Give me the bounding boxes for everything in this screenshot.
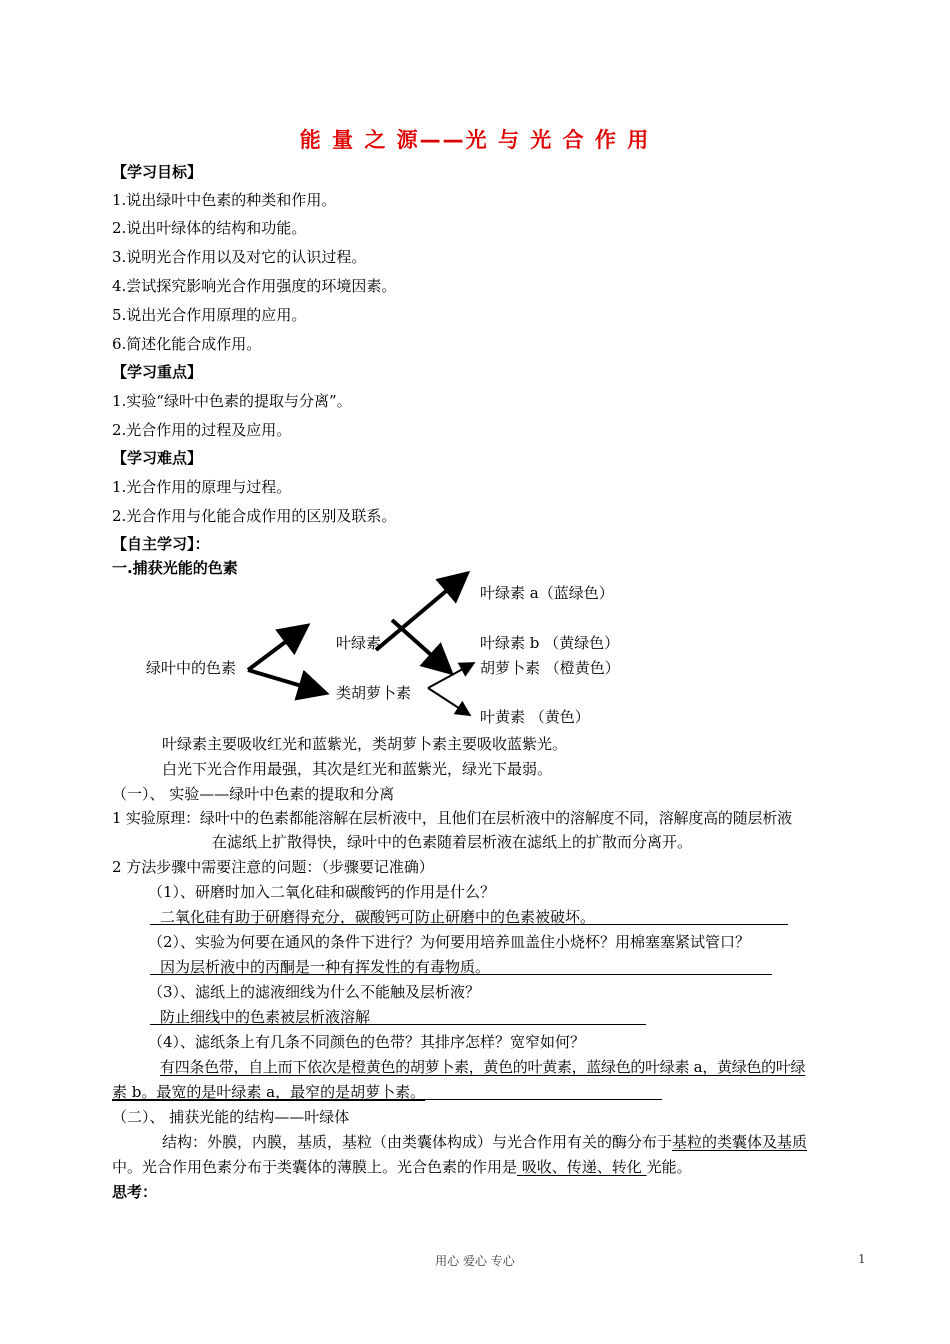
key-points-heading: 【学习重点】: [112, 363, 203, 381]
arrow-to-carotene: [428, 664, 472, 688]
arrow-to-chlorophyll-b: [392, 620, 448, 670]
answer-underline: [150, 924, 788, 925]
arrow-to-chlorophyll-a: [376, 576, 464, 650]
think-heading: 思考：: [112, 1183, 158, 1201]
label-chlorophyll-a: 叶绿素 a（蓝绿色）: [480, 584, 614, 602]
pigment-text: 中。光合作用色素分布于类囊体的薄膜上。光合色素的作用是: [112, 1158, 518, 1176]
key-point-item: 2.光合作用的过程及应用。: [112, 421, 292, 439]
answer-underline: [150, 1024, 646, 1025]
experiment-heading: （一）、 实验——绿叶中色素的提取和分离: [112, 785, 395, 803]
key-point-item: 1.实验“绿叶中色素的提取与分离”。: [112, 392, 352, 410]
answer-2: 因为层析液中的丙酮是一种有挥发性的有毒物质。: [160, 958, 491, 976]
structure-answer: 基粒的类囊体及基质: [672, 1133, 808, 1151]
steps-heading: 2 方法步骤中需要注意的问题：（步骤要记准确）: [112, 858, 434, 876]
objective-item: 6.简述化能合成作用。: [112, 335, 262, 353]
pigment-text-end: 光能。: [646, 1158, 692, 1176]
arrow-to-xanthophyll: [428, 688, 468, 714]
principle-text: 1 实验原理：绿叶中的色素都能溶解在层析液中，且他们在层析液中的溶解度不同，溶解度高的随层析液: [112, 809, 792, 827]
answer-4: 素 b。最宽的是叶绿素 a，最窄的是胡萝卜素。: [112, 1083, 426, 1101]
objective-item: 2.说出叶绿体的结构和功能。: [112, 219, 307, 237]
objectives-heading: 【学习目标】: [112, 163, 203, 181]
question-3: （3）、滤纸上的滤液细线为什么不能触及层析液？: [148, 983, 481, 1001]
page-number: 1: [858, 1252, 866, 1266]
pigment-function-answer: 吸收、传递、转化: [517, 1158, 647, 1176]
absorption-text: 白光下光合作用最强，其次是红光和蓝紫光，绿光下最弱。: [162, 760, 553, 778]
label-chlorophyll: 叶绿素: [336, 634, 382, 652]
question-1: （1）、研磨时加入二氧化硅和碳酸钙的作用是什么？: [148, 883, 496, 901]
principle-text: 在滤纸上扩散得快，绿叶中的色素随着层析液在滤纸上的扩散而分离开。: [212, 833, 693, 851]
answer-underline: [112, 1099, 662, 1100]
chloroplast-heading: （二）、 捕获光能的结构——叶绿体: [112, 1108, 350, 1126]
absorption-text: 叶绿素主要吸收红光和蓝紫光，类胡萝卜素主要吸收蓝紫光。: [162, 735, 568, 753]
chloroplast-pigment-text: [112, 1157, 692, 1177]
objective-item: 3.说明光合作用以及对它的认识过程。: [112, 248, 367, 266]
chloroplast-structure-text: [162, 1132, 807, 1152]
arrow-to-chlorophyll: [248, 628, 304, 670]
answer-underline: [150, 974, 772, 975]
label-carotene: 胡萝卜素 （橙黄色）: [480, 659, 620, 677]
difficulty-item: 1.光合作用的原理与过程。: [112, 478, 292, 496]
page-title: 能 量 之 源——光 与 光 合 作 用: [299, 128, 651, 152]
answer-1: 二氧化硅有助于研磨得充分，碳酸钙可防止研磨中的色素被破坏。: [160, 908, 596, 926]
arrow-to-carotenoid: [248, 670, 322, 692]
self-study-heading: 【自主学习】：: [112, 535, 210, 553]
structure-text: 结构：外膜，内膜，基质，基粒（由类囊体构成）与光合作用有关的酶分布于: [162, 1133, 673, 1151]
objective-item: 4.尝试探究影响光合作用强度的环境因素。: [112, 277, 397, 295]
label-xanthophyll: 叶黄素 （黄色）: [480, 708, 590, 726]
objective-item: 1.说出绿叶中色素的种类和作用。: [112, 191, 337, 209]
difficulties-heading: 【学习难点】: [112, 449, 203, 467]
label-carotenoid: 类胡萝卜素: [336, 684, 412, 702]
section-heading-pigments: 一.捕获光能的色素: [112, 559, 238, 577]
answer-4: 有四条色带，自上而下依次是橙黄色的胡萝卜素，黄色的叶黄素，蓝绿色的叶绿素 a，黄绿色的叶绿: [160, 1058, 806, 1076]
answer-3: 防止细线中的色素被层析液溶解: [160, 1008, 371, 1026]
question-4: （4）、滤纸条上有几条不同颜色的色带？其排序怎样？宽窄如何？: [148, 1033, 586, 1051]
label-chlorophyll-b: 叶绿素 b （黄绿色）: [480, 634, 620, 652]
label-leaf-pigments: 绿叶中的色素: [146, 659, 237, 677]
objective-item: 5.说出光合作用原理的应用。: [112, 306, 307, 324]
question-2: （2）、实验为何要在通风的条件下进行？为何要用培养皿盖住小烧杯？用棉塞塞紧试管口？: [148, 933, 751, 951]
page-footer: 用心 爱心 专心: [435, 1254, 515, 1268]
difficulty-item: 2.光合作用与化能合成作用的区别及联系。: [112, 507, 397, 525]
